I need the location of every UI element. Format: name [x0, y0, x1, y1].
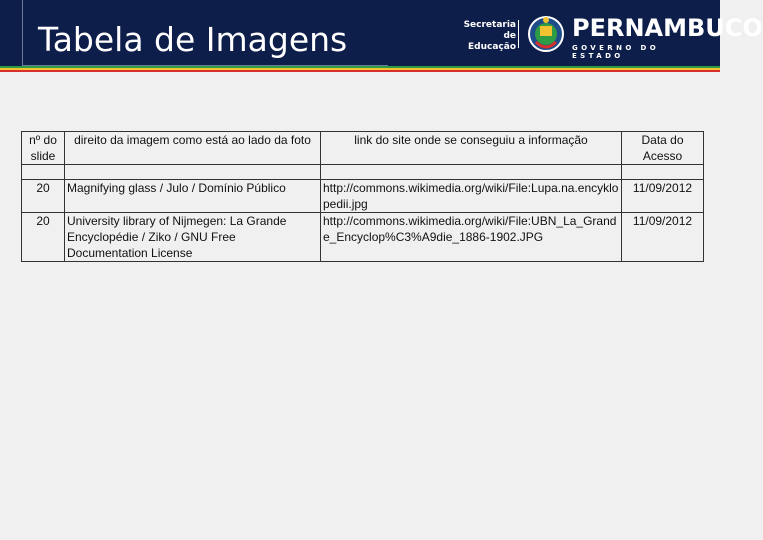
cell-access-date: 11/09/2012 [622, 180, 704, 213]
header-slide-number: nº do slide [22, 132, 65, 165]
cell-slide-number: 20 [22, 180, 65, 213]
table-spacer-row [22, 165, 704, 180]
cell-source-link[interactable]: http://commons.wikimedia.org/wiki/File:UBN_La_Grande_Encyclop%C3%A9die_1886-1902.JPG [321, 213, 622, 262]
image-credits-table [21, 131, 704, 262]
header-access-date: Data do Acesso [622, 132, 704, 165]
secretaria-label [454, 20, 516, 53]
cell-slide-number: 20 [22, 213, 65, 262]
header-image-rights: direito da imagem como está ao lado da foto [65, 132, 321, 165]
brand-name: PERNAMBUCO [572, 14, 763, 42]
red-stripe [0, 70, 720, 72]
government-logo [450, 10, 763, 60]
secretaria-line-2: Educação [468, 42, 516, 52]
header-source-link: link do site onde se conseguiu a informação [321, 132, 622, 165]
brand-subtitle: GOVERNO DO ESTADO [572, 44, 660, 60]
slide-header [0, 0, 763, 66]
logo-divider [518, 20, 519, 48]
table-row [22, 180, 704, 213]
coat-of-arms-icon [526, 12, 566, 56]
cell-access-date: 11/09/2012 [622, 213, 704, 262]
flag-stripes [0, 66, 720, 72]
cell-image-rights: Magnifying glass / Julo / Domínio Público [65, 180, 321, 213]
cell-source-link[interactable]: http://commons.wikimedia.org/wiki/File:Lupa.na.encyklopedii.jpg [321, 180, 622, 213]
table-row [22, 213, 704, 262]
page-title: Tabela de Imagens [38, 20, 348, 59]
secretaria-line-1: Secretaria de [463, 20, 516, 41]
table-header-row [22, 132, 704, 165]
cell-image-rights: University library of Nijmegen: La Grande Encyclopédie / Ziko / GNU Free Documentation License [65, 213, 321, 262]
